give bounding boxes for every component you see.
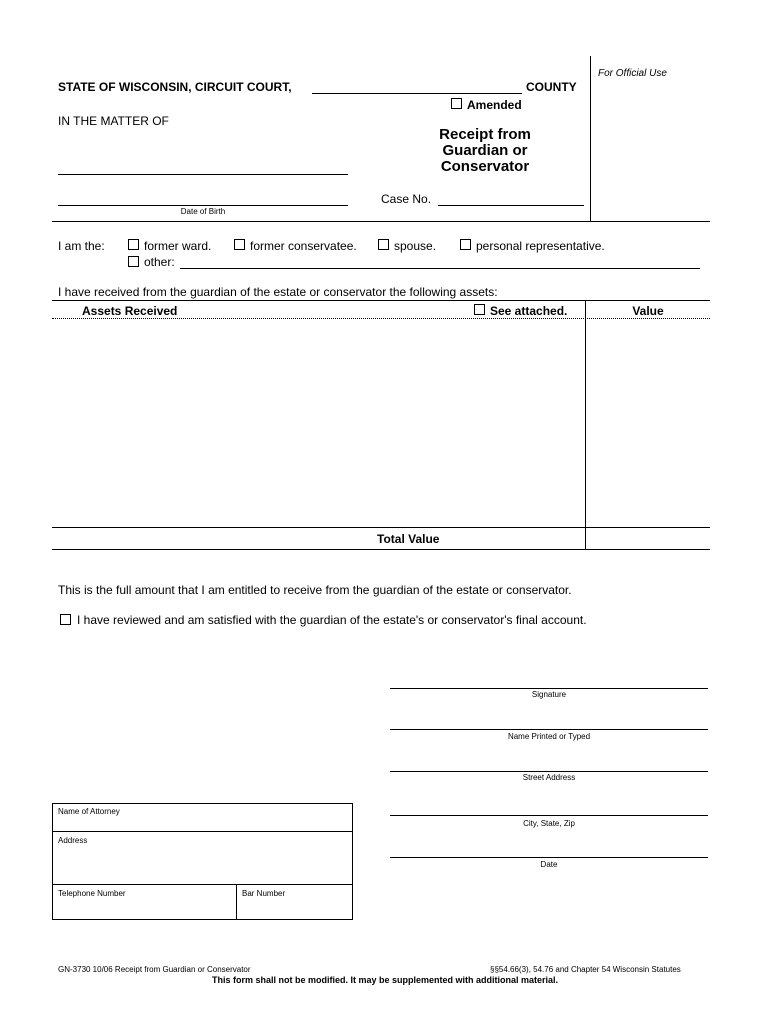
assets-entry-area[interactable] — [52, 320, 584, 526]
court-line-left: STATE OF WISCONSIN, CIRCUIT COURT, — [58, 80, 292, 94]
see-attached-checkbox[interactable] — [474, 304, 485, 315]
telephone-field[interactable] — [53, 900, 235, 919]
other-line[interactable] — [180, 268, 700, 269]
signature-label: Signature — [531, 690, 567, 699]
statute-reference: §§54.66(3), 54.76 and Chapter 54 Wisconsin Statutes — [490, 965, 681, 974]
value-entry-area[interactable] — [586, 320, 710, 526]
former-conservatee-label: former conservatee. — [250, 239, 357, 253]
bar-number-label: Bar Number — [242, 889, 286, 898]
personal-rep-checkbox[interactable] — [460, 239, 471, 250]
title-line-3: Conservator — [440, 158, 530, 175]
date-line[interactable] — [390, 857, 708, 858]
attorney-address-field[interactable] — [53, 847, 352, 883]
modification-notice: This form shall not be modified. It may be supplemented with additional material. — [211, 975, 559, 985]
name-printed-label: Name Printed or Typed — [507, 732, 591, 741]
i-am-label: I am the: — [58, 239, 105, 253]
name-printed-line[interactable] — [390, 729, 708, 730]
bar-number-field[interactable] — [237, 900, 352, 919]
dob-label: Date of Birth — [180, 207, 226, 216]
signature-line[interactable] — [390, 688, 708, 689]
personal-rep-label: personal representative. — [476, 239, 605, 253]
full-amount-statement: This is the full amount that I am entitled to receive from the guardian of the estate or conservator. — [58, 583, 572, 597]
official-use-label: For Official Use — [598, 68, 667, 79]
other-label: other: — [144, 255, 175, 269]
official-use-divider — [590, 56, 591, 222]
court-line-right: COUNTY — [526, 80, 577, 94]
former-ward-label: former ward. — [144, 239, 212, 253]
city-state-zip-line[interactable] — [390, 815, 708, 816]
title-line-1: Receipt from — [439, 126, 531, 143]
amended-checkbox[interactable] — [451, 98, 462, 109]
attorney-name-label: Name of Attorney — [58, 807, 120, 816]
title-line-2: Guardian or — [442, 142, 528, 159]
value-header: Value — [632, 304, 664, 318]
attorney-address-label: Address — [58, 836, 88, 845]
case-no-label: Case No. — [381, 192, 432, 206]
see-attached-label: See attached. — [490, 304, 568, 318]
form-id: GN-3730 10/06 Receipt from Guardian or Conservator — [58, 965, 251, 974]
form-title — [410, 127, 560, 175]
county-blank[interactable] — [312, 93, 522, 94]
dob-line[interactable] — [58, 205, 348, 206]
case-no-line[interactable] — [438, 205, 584, 206]
reviewed-statement: I have reviewed and am satisfied with the guardian of the estate's or conservator's final account. — [77, 613, 587, 627]
attorney-name-field[interactable] — [53, 818, 352, 830]
matter-name-line[interactable] — [58, 174, 348, 175]
former-conservatee-checkbox[interactable] — [234, 239, 245, 250]
in-the-matter-label: IN THE MATTER OF — [58, 114, 169, 128]
assets-received-header: Assets Received — [82, 304, 178, 318]
header-dotted-rule — [52, 318, 710, 319]
attorney-name-divider — [52, 831, 353, 832]
telephone-label: Telephone Number — [58, 889, 126, 898]
former-ward-checkbox[interactable] — [128, 239, 139, 250]
spouse-checkbox[interactable] — [378, 239, 389, 250]
city-state-zip-label: City, State, Zip — [523, 819, 575, 828]
assets-intro: I have received from the guardian of the estate or conservator the following assets: — [58, 285, 498, 299]
total-value-field[interactable] — [586, 528, 710, 549]
street-address-line[interactable] — [390, 771, 708, 772]
reviewed-checkbox[interactable] — [60, 614, 71, 625]
street-address-label: Street Address — [522, 773, 576, 782]
total-bottom-rule — [52, 549, 710, 550]
amended-label: Amended — [467, 98, 522, 112]
header-bottom-rule — [52, 221, 710, 222]
attorney-address-divider — [52, 884, 353, 885]
other-checkbox[interactable] — [128, 256, 139, 267]
total-value-label: Total Value — [377, 532, 440, 546]
date-label: Date — [540, 860, 558, 869]
assets-top-rule — [52, 300, 710, 301]
spouse-label: spouse. — [394, 239, 437, 253]
